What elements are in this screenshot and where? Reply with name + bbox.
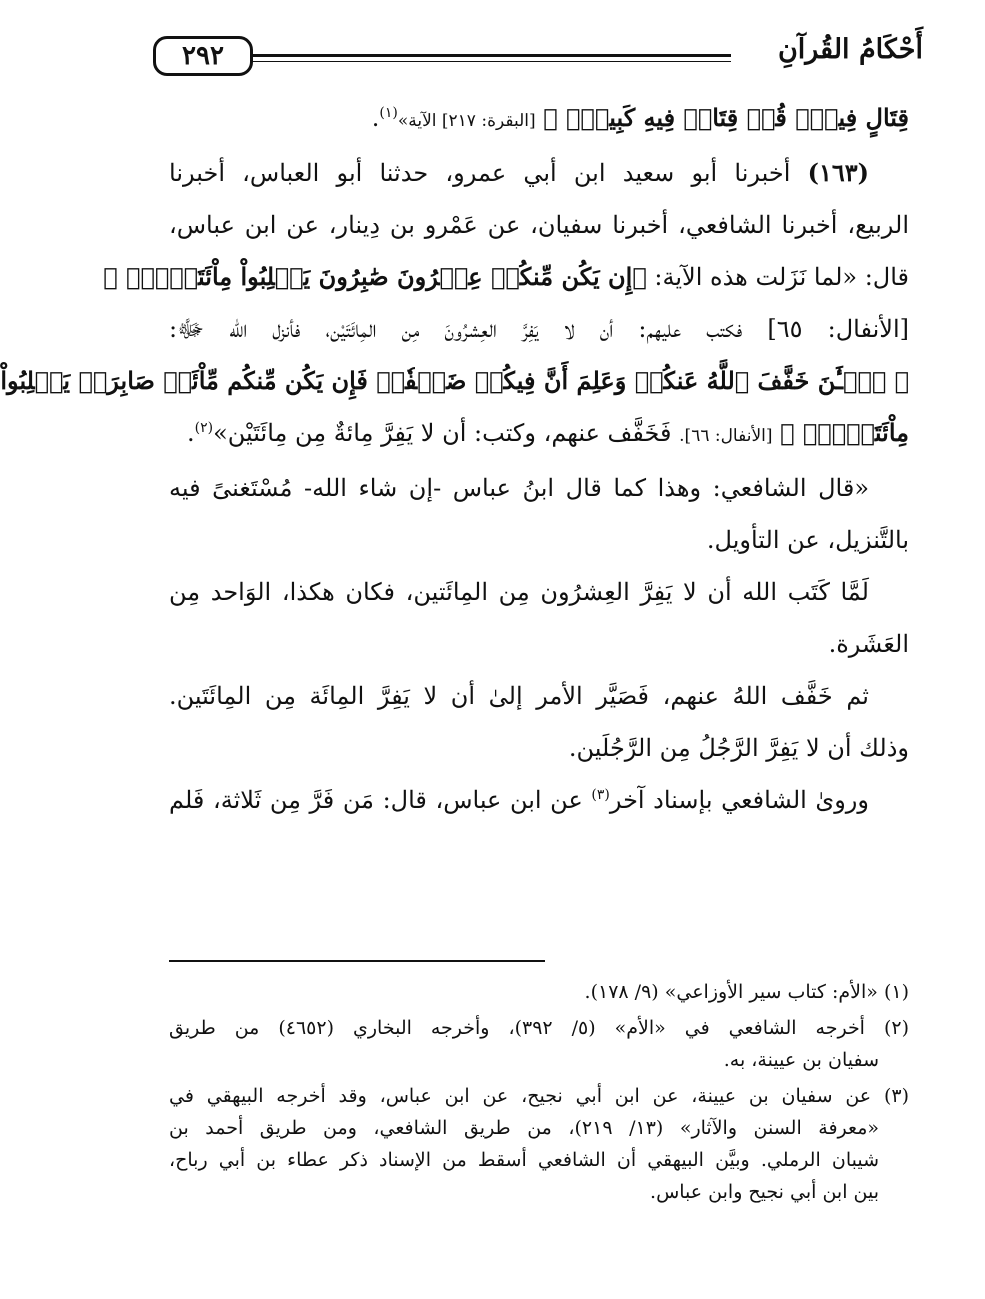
quran-verse: مِاْئَتَيۡنِۚ ﴾ <box>780 418 909 447</box>
quran-verse: قِتَالٍ فِيهِۖ قُلۡ قِتَالٞ فِيهِ كَبِيرٞۚ ﴾ <box>543 103 909 132</box>
quran-verse: ﴿إِن يَكُن مِّنكُمۡ عِشۡرُونَ صَٰبِرُونَ يَغۡلِبُواْ مِاْئَتَيۡنِۚ ﴾ <box>103 262 647 291</box>
footnote-2 <box>169 1012 909 1076</box>
footnote-marker[interactable]: (١) <box>379 105 398 121</box>
page-header <box>153 32 923 84</box>
footnote-3 <box>169 1080 909 1208</box>
verse-reference: [البقرة: ٢١٧] الآية» <box>397 111 536 131</box>
page-number: ٢٩٢ <box>153 36 253 76</box>
book-title: أَحْكَامُ القُرآنِ <box>777 34 923 65</box>
footnote-marker[interactable]: (٣) <box>591 787 610 803</box>
text-line: العَشَرة. <box>828 630 909 658</box>
text-line <box>169 147 909 199</box>
text-line: ثم خَفَّف اللهُ عنهم، فَصَيَّر الأمر إلىٰ أن لا يَفِرَّ المِائَة مِن المِائَتَين. <box>169 682 869 710</box>
text-line: لَمَّا كَتَب الله أن لا يَفِرَّ العِشرُون مِن المِائَتين، فكان هكذا، الوَاحد مِن <box>169 578 869 606</box>
footnote-line: (٢) أخرجه الشافعي في «الأم» (٥/ ٣٩٢)، وأخرجه البخاري (٤٦٥٢) من طريق <box>169 1017 909 1039</box>
footnote-line: شيبان الرملي. وبيَّن البيهقي أن الشافعي أسقط من الإسناد ذكر عطاء بن أبي رباح، <box>169 1149 879 1171</box>
footnote-marker[interactable]: (٢) <box>194 420 214 436</box>
text-line: وذلك أن لا يَفِرَّ الرَّجُلُ مِن الرَّجُلَين. <box>568 734 909 762</box>
footnote-line: سفيان بن عيينة، به. <box>723 1049 879 1071</box>
text-line: بالتَّنزيل، عن التأويل. <box>706 526 909 554</box>
main-text <box>0 92 909 826</box>
text-line: الربيع، أخبرنا الشافعي، أخبرنا سفيان، عن عَمْرو بن دِينار، عن ابن عباس، <box>169 211 909 239</box>
quran-verse: ﴿ ٱلۡـَٰٔنَ خَفَّفَ ٱللَّهُ عَنكُمۡ وَعَلِمَ أَنَّ فِيكُمۡ ضَعۡفٗاۚ فَإِن يَكُن مِّنكُم مِّاْئَةٞ صَابِرَةٞ يَغۡلِبُواْ <box>0 366 909 395</box>
footnote-line: بين ابن أبي نجيح وابن عباس. <box>650 1181 879 1203</box>
text-line: [الأنفال: ٦٥] فكتب عليهم: أن لا يَفِرَّ العِشرُونَ مِن المِائَتَيْن، فأنزل الله ﷻ: <box>169 315 909 343</box>
text-span: عن ابن عباس، قال: مَن فَرَّ مِن ثَلاثة، فَلم <box>169 786 583 814</box>
footnote-line: «معرفة السنن والآثار» (١٣/ ٢١٩)، من طريق الشافعي، ومن طريق أحمد بن <box>169 1117 879 1139</box>
punctuation: . <box>186 419 195 447</box>
text-line <box>169 774 909 826</box>
punctuation: . <box>371 104 380 132</box>
text-span: قال: «لما نَزَلت هذه الآية: <box>654 263 909 291</box>
footnote-1 <box>169 976 909 1008</box>
text-line <box>169 407 909 462</box>
footnote-separator <box>169 960 545 962</box>
footnote-line: (٣) عن سفيان بن عيينة، عن ابن أبي نجيح، عن ابن عباس، وقد أخرجه البيهقي في <box>169 1085 909 1107</box>
text-span: ورویٰ الشافعي بإسناد آخر <box>609 786 869 814</box>
footnotes <box>169 976 909 1212</box>
text-span: أخبرنا أبو سعيد ابن أبي عمرو، حدثنا أبو العباس، أخبرنا <box>169 159 791 187</box>
text-line <box>103 251 909 303</box>
footnote-line: (١) «الأم: كتاب سير الأوزاعي» (٩/ ١٧٨). <box>584 981 909 1003</box>
hadith-number: (١٦٣) <box>807 158 869 187</box>
verse-reference: [الأنفال: ٦٦]. <box>679 426 773 446</box>
text-line <box>169 92 909 147</box>
text-line: «قال الشافعي: وهذا كما قال ابنُ عباس -إن شاء الله- مُسْتَغنىً فيه <box>169 474 869 502</box>
text-span: فَخَفَّف عنهم، وكتب: أن لا يَفِرَّ مِائةٌ مِن مِائَتَيْن» <box>213 419 672 447</box>
header-rule <box>253 54 731 62</box>
